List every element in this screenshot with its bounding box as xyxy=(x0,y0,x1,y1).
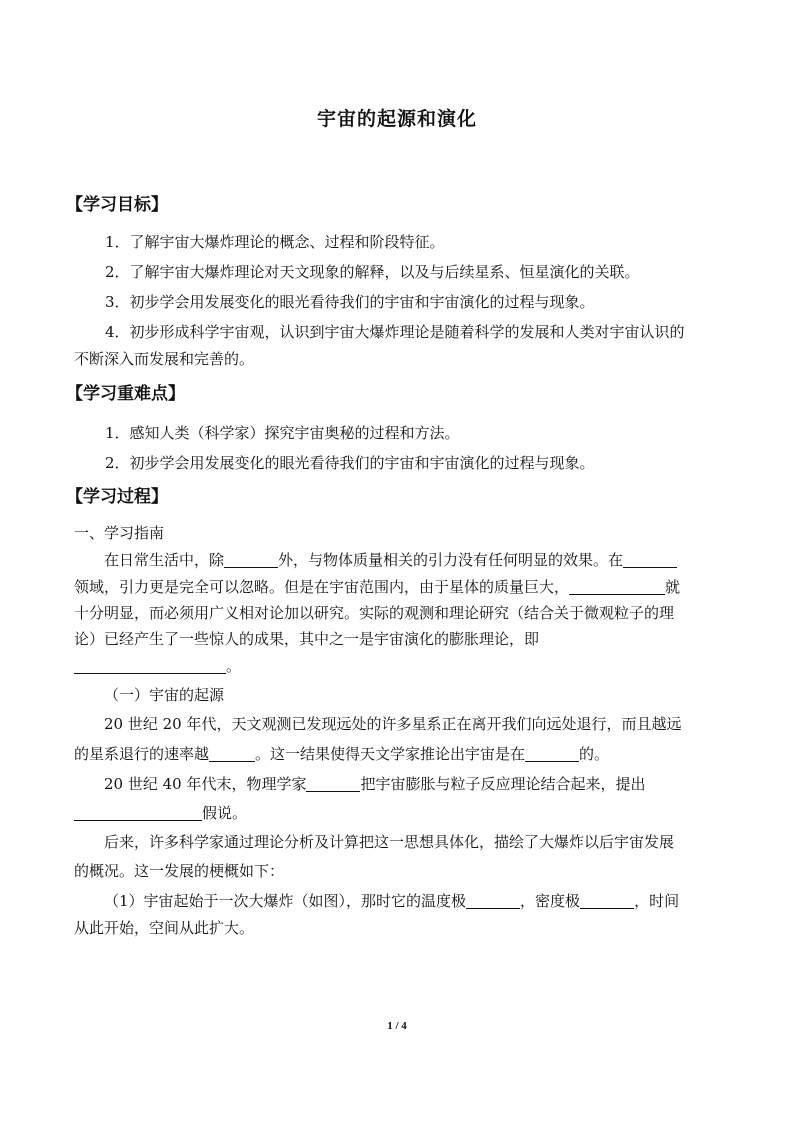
text: 的。 xyxy=(579,745,610,763)
goal-item-4-cont: 不断深入而发展和完善的。 xyxy=(74,350,255,368)
paragraph-4-line-2: 的概况。这一发展的梗概如下： xyxy=(74,862,285,880)
fill-blank[interactable] xyxy=(525,745,579,762)
text: 假说。 xyxy=(202,804,248,822)
text: （1）宇宙起始于一次大爆炸（如图），那时它的温度极 xyxy=(104,892,467,910)
subsection-origin-title: （一）宇宙的起源 xyxy=(104,686,225,704)
difficulty-item-1: 1．感知人类（科学家）探究宇宙奥秘的过程和方法。 xyxy=(105,424,460,442)
paragraph-1-line-1 xyxy=(104,545,677,575)
text: 把宇宙膨胀与粒子反应理论结合起来，提出 xyxy=(360,775,646,793)
goals-heading: 【学习目标】 xyxy=(66,195,168,215)
paragraph-2-line-1: 20 世纪 20 年代，天文观测已发现远处的许多星系正在离开我们向远处退行，而且越远 xyxy=(104,715,682,733)
goal-item-4: 4．初步形成科学宇宙观，认识到宇宙大爆炸理论是随着科学的发展和人类对宇宙认识的 xyxy=(105,323,685,341)
goal-item-3: 3．初步学会用发展变化的眼光看待我们的宇宙和宇宙演化的过程与现象。 xyxy=(105,293,595,311)
document-title: 宇宙的起源和演化 xyxy=(316,108,477,130)
process-heading: 【学习过程】 xyxy=(66,487,168,507)
text: 的星系退行的速率越 xyxy=(74,745,210,763)
fill-blank[interactable] xyxy=(569,578,665,595)
paragraph-5-line-1 xyxy=(104,886,679,916)
fill-blank[interactable] xyxy=(74,804,202,821)
text: 领域，引力更是完全可以忽略。但是在宇宙范围内，由于星体的质量巨大， xyxy=(74,578,570,596)
goal-item-1: 1．了解宇宙大爆炸理论的概念、过程和阶段特征。 xyxy=(105,233,445,251)
fill-blank[interactable] xyxy=(580,892,634,909)
paragraph-1-line-3: 十分明显，而必须用广义相对论加以研究。实际的观测和理论研究（结合关于微观粒子的理 xyxy=(74,604,675,622)
paragraph-1-line-5 xyxy=(74,651,241,681)
paragraph-5-line-2: 从此开始，空间从此扩大。 xyxy=(74,919,255,937)
fill-blank[interactable] xyxy=(466,892,520,909)
text: 20 世纪 40 年代末，物理学家 xyxy=(104,775,307,793)
page-number: 1 / 4 xyxy=(387,1020,407,1032)
fill-blank[interactable] xyxy=(623,551,677,568)
fill-blank[interactable] xyxy=(224,551,278,568)
guide-title: 一、学习指南 xyxy=(74,524,165,542)
fill-blank[interactable] xyxy=(74,657,226,674)
paragraph-4-line-1: 后来，许多科学家通过理论分析及计算把这一思想具体化，描绘了大爆炸以后宇宙发展 xyxy=(104,833,675,851)
paragraph-2-line-2 xyxy=(74,739,609,769)
difficulties-heading: 【学习重难点】 xyxy=(66,384,185,404)
text: 外，与物体质量相关的引力没有任何明显的效果。在 xyxy=(278,551,624,569)
text: 在日常生活中，除 xyxy=(104,551,225,569)
paragraph-1-line-4: 论）已经产生了一些惊人的成果，其中之一是宇宙演化的膨胀理论，即 xyxy=(74,630,540,648)
goal-item-2: 2．了解宇宙大爆炸理论对天文现象的解释，以及与后续星系、恒星演化的关联。 xyxy=(105,263,640,281)
paragraph-3-line-2 xyxy=(74,798,247,828)
difficulty-item-2: 2．初步学会用发展变化的眼光看待我们的宇宙和宇宙演化的过程与现象。 xyxy=(105,454,595,472)
fill-blank[interactable] xyxy=(306,775,360,792)
fill-blank[interactable] xyxy=(209,745,255,762)
text: ，密度极 xyxy=(520,892,581,910)
text: 就 xyxy=(665,578,681,596)
text: 。 xyxy=(226,657,242,675)
text: ，时间 xyxy=(634,892,680,910)
text: 。这一结果使得天文学家推论出宇宙是在 xyxy=(255,745,526,763)
paragraph-3-line-1 xyxy=(104,769,646,799)
